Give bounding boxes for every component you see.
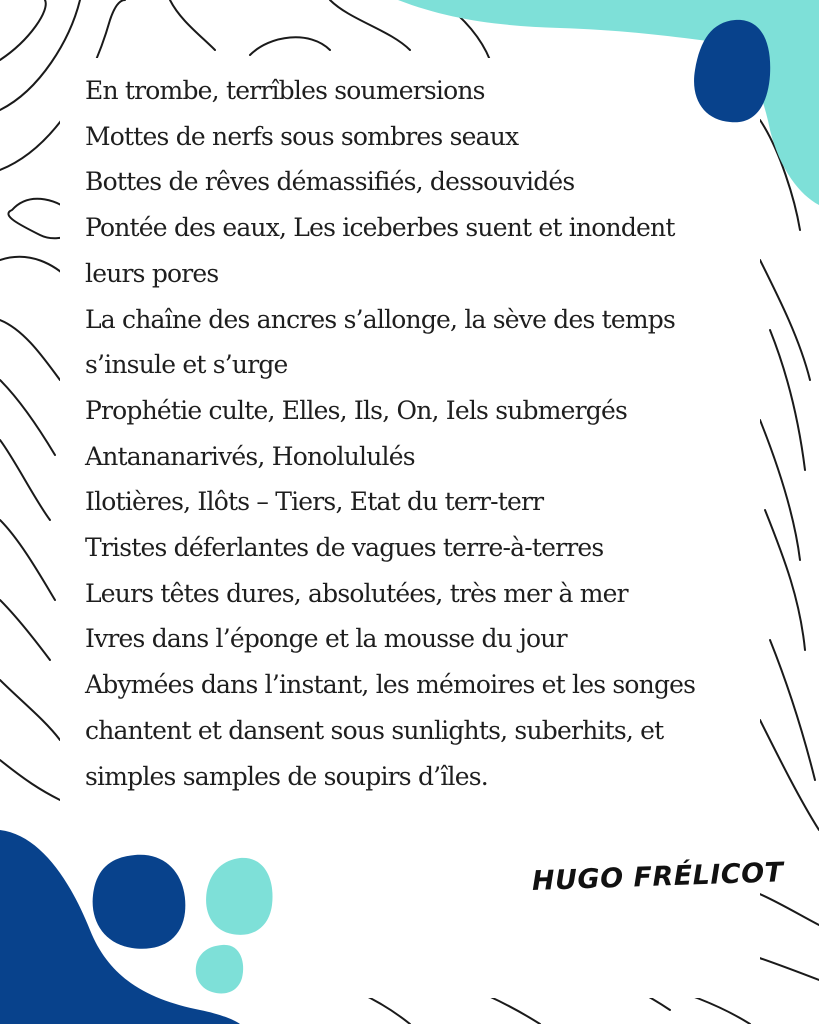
poem-line: Mottes de nerfs sous sombres seaux bbox=[85, 121, 519, 151]
poem-line: Leurs têtes dures, absolutées, très mer à mer bbox=[85, 578, 628, 608]
poem-line: Ilotières, Ilôts – Tiers, Etat du terr-terr bbox=[85, 487, 544, 517]
poem-line: Prophétie culte, Elles, Ils, On, Iels submergés bbox=[85, 395, 628, 425]
author-signature: HUGO FRÉLICOT bbox=[531, 857, 785, 897]
poem-line: Tristes déferlantes de vagues terre-à-terres bbox=[85, 533, 604, 563]
poem-line: Abymées dans l’instant, les mémoires et les songes bbox=[85, 670, 696, 700]
poem-line: leurs pores bbox=[85, 258, 219, 288]
navy-circle-bottom-left bbox=[93, 855, 186, 949]
poem-line: chantent et dansent sous sunlights, suberhits, et bbox=[85, 715, 664, 745]
poem bbox=[85, 68, 725, 799]
turquoise-circle-small bbox=[196, 945, 243, 994]
poem-line: s’insule et s’urge bbox=[85, 350, 288, 380]
poem-line: Ivres dans l’éponge et la mousse du jour bbox=[85, 624, 567, 654]
poem-line: En trombe, terrîbles soumersions bbox=[85, 76, 485, 105]
poem-line: Antananarivés, Honolululés bbox=[85, 441, 415, 471]
poem-line: Pontée des eaux, Les iceberbes suent et inondent bbox=[85, 213, 675, 243]
poem-line: La chaîne des ancres s’allonge, la sève des temps bbox=[85, 304, 676, 334]
poem-line: simples samples de soupirs d’îles. bbox=[85, 761, 488, 791]
turquoise-circle-large bbox=[206, 858, 272, 935]
poem-line: Bottes de rêves démassifiés, dessouvidés bbox=[85, 167, 575, 197]
